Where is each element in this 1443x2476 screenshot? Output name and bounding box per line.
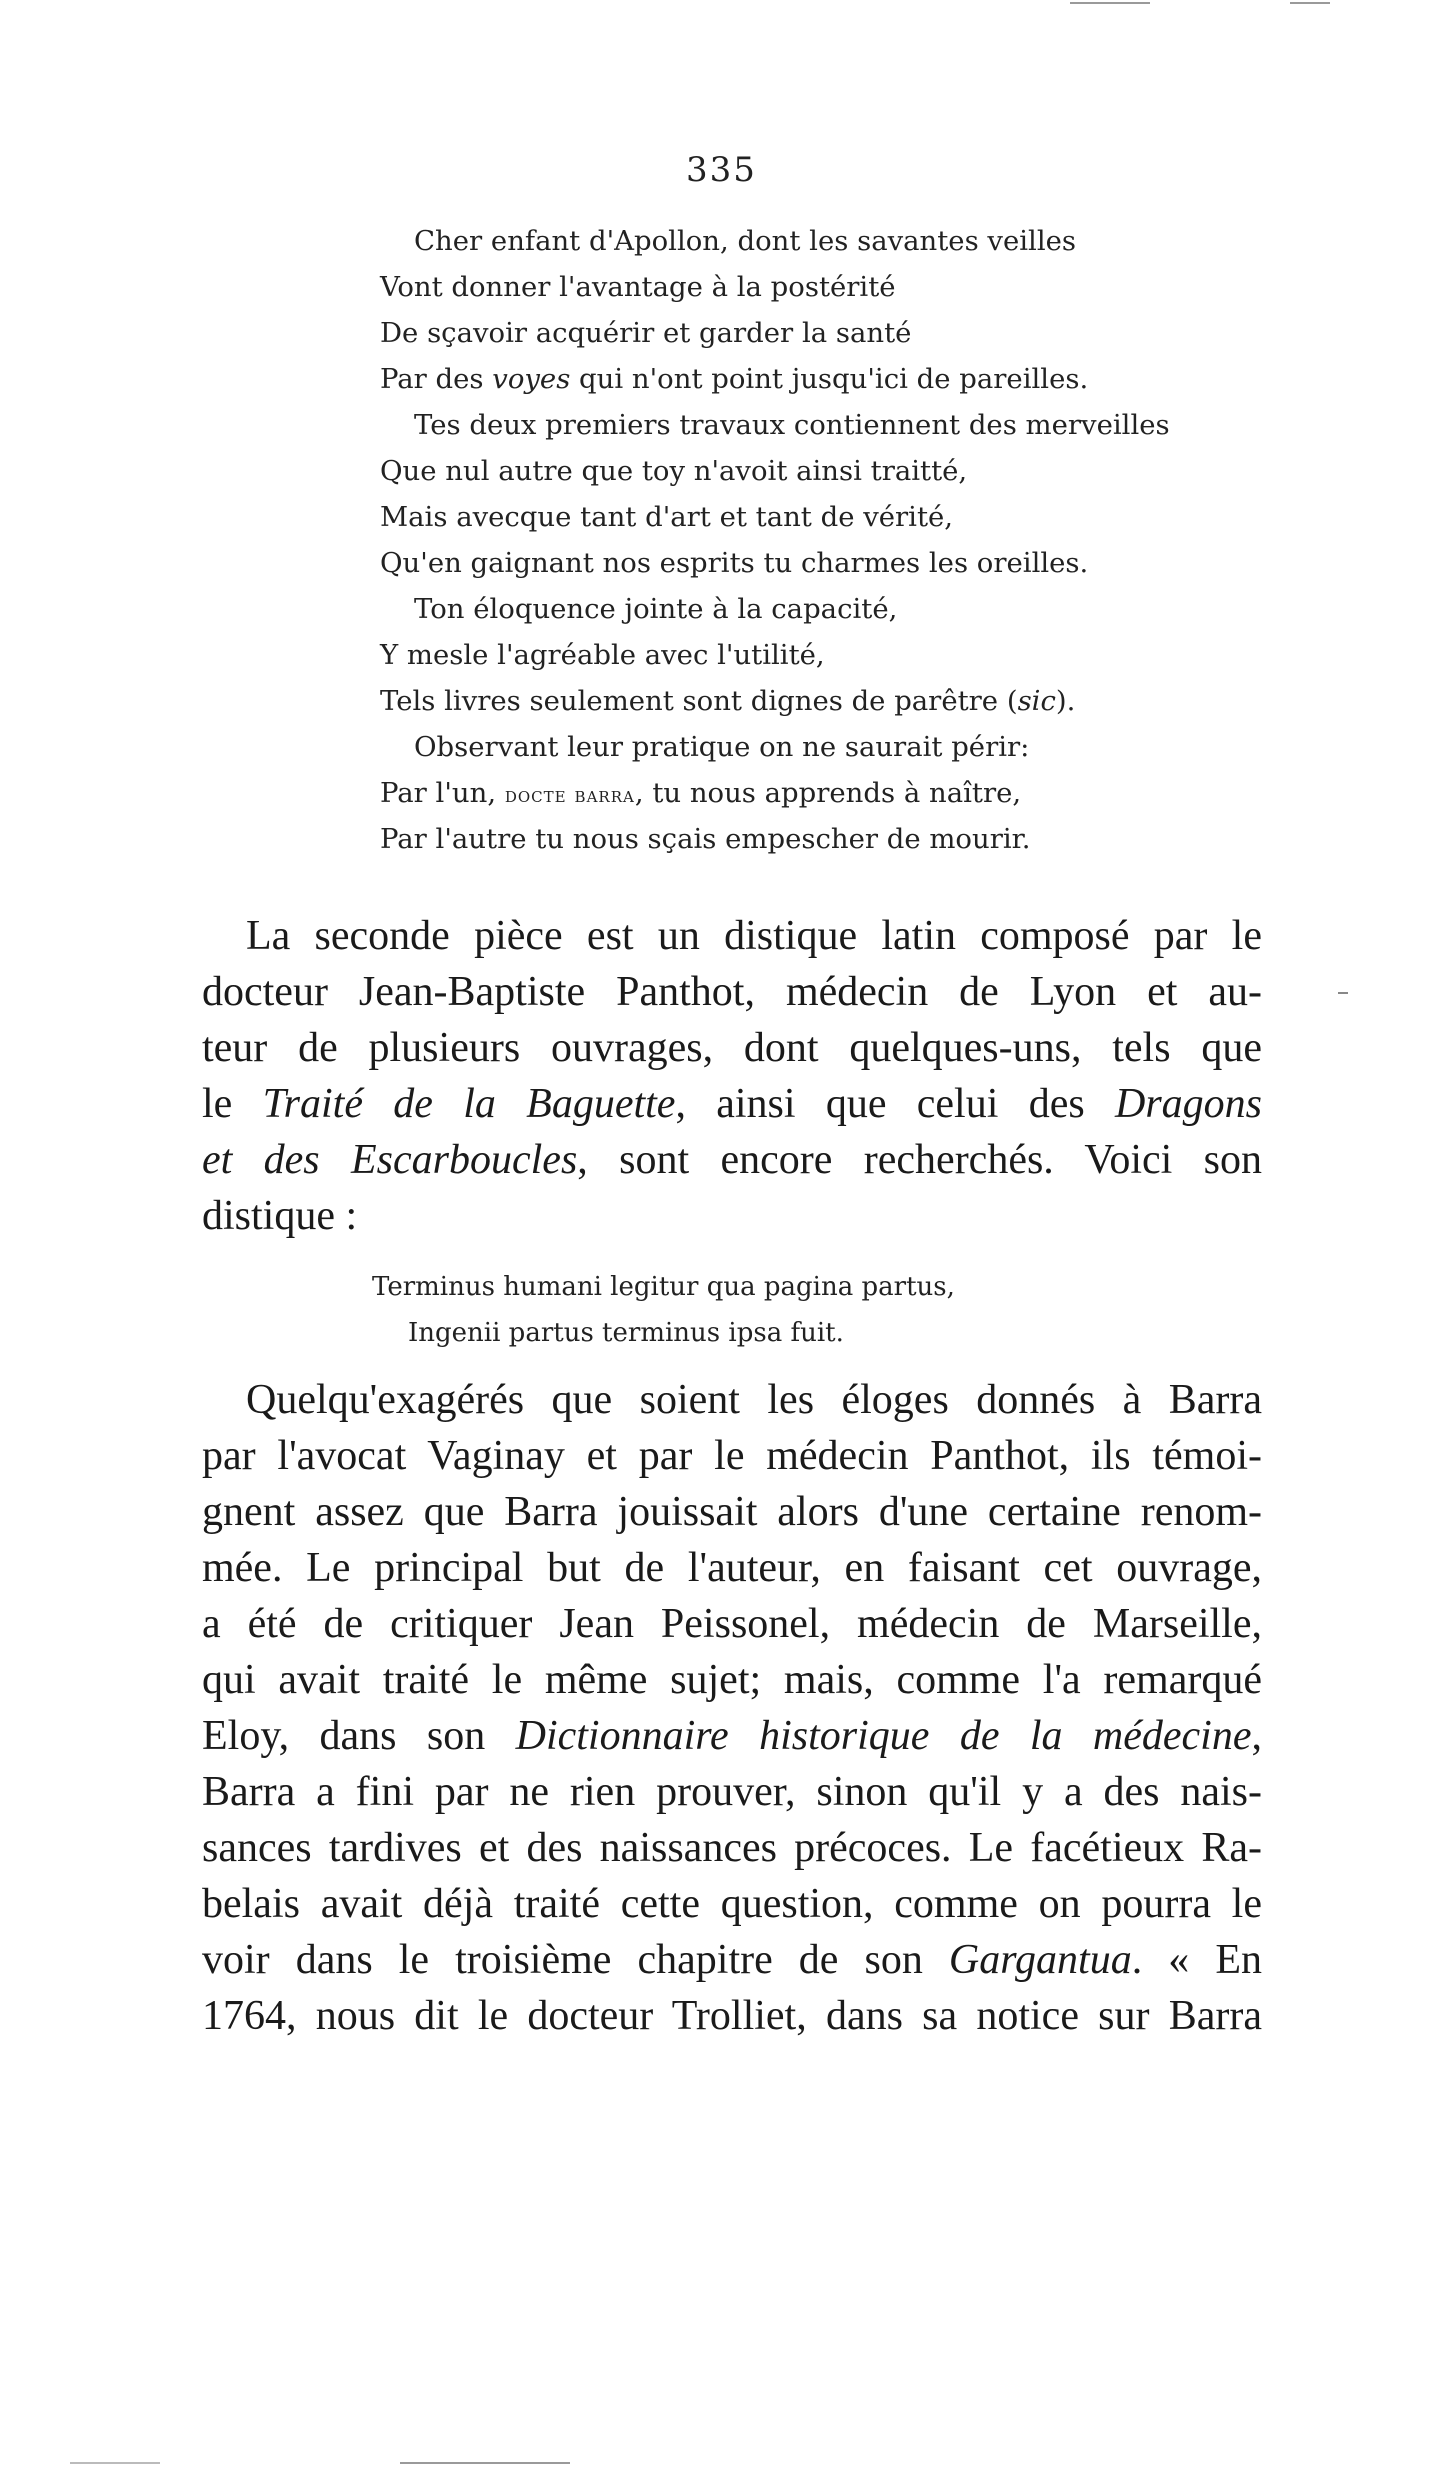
- margin-mark: [1338, 992, 1348, 994]
- italic-title: et des Escarboucles: [202, 1137, 578, 1183]
- paragraph2-line: a été de critiquer Jean Peissonel, médecin de Marseille,: [202, 1601, 1262, 1647]
- paragraph1-line: [202, 1076, 1262, 1132]
- text-run: . « En: [1131, 1937, 1262, 1983]
- latin-distich: [372, 1264, 1072, 1356]
- paragraph2-line: Barra a fini par ne rien prouver, sinon qu'il y a des nais-: [202, 1769, 1262, 1815]
- paragraph1-line: teur de plusieurs ouvrages, dont quelques-uns, tels que: [202, 1025, 1262, 1071]
- text-run: , tu nous apprends à naître,: [634, 777, 1022, 809]
- sonnet-line: Par l'autre tu nous sçais empescher de mourir.: [380, 823, 1031, 855]
- italic-title: Traité de la Baguette: [262, 1081, 676, 1127]
- text-run: , ainsi que celui des: [675, 1081, 1115, 1127]
- bottom-edge-rule: [400, 2462, 570, 2464]
- sonnet-line: [380, 356, 1200, 402]
- sonnet-line: Cher enfant d'Apollon, dont les savantes veilles: [414, 225, 1077, 257]
- paragraph2-line: par l'avocat Vaginay et par le médecin Panthot, ils témoi-: [202, 1433, 1262, 1479]
- italic-title: voyes: [492, 363, 571, 395]
- text-run: qui n'ont point jusqu'ici de pareilles.: [570, 363, 1089, 395]
- text-run: voir dans le troisième chapitre de son: [202, 1937, 949, 1983]
- small-caps-name: docte barra: [504, 783, 635, 808]
- text-run: ,: [1251, 1713, 1262, 1759]
- sonnet-line: [380, 770, 1200, 816]
- sonnet-line: De sçavoir acquérir et garder la santé: [380, 317, 912, 349]
- paragraph1-line: La seconde pièce est un distique latin composé par le: [246, 913, 1262, 959]
- paragraph-panthot: [202, 908, 1262, 1244]
- paragraph2-line: qui avait traité le même sujet; mais, comme l'a remarqué: [202, 1657, 1262, 1703]
- text-run: Tels livres seulement sont dignes de parêtre (: [380, 685, 1018, 717]
- text-run: , sont encore recherchés. Voici son: [577, 1137, 1262, 1183]
- text-run: Eloy, dans son: [202, 1713, 516, 1759]
- paragraph2-line: mée. Le principal but de l'auteur, en faisant cet ouvrage,: [202, 1545, 1262, 1591]
- sonnet-line: [380, 678, 1200, 724]
- paragraph1-line: docteur Jean-Baptiste Panthot, médecin de Lyon et au-: [202, 969, 1262, 1015]
- sonnet-line: Vont donner l'avantage à la postérité: [380, 271, 896, 303]
- italic-title: Dictionnaire historique de la médecine: [515, 1713, 1252, 1759]
- paragraph2-line: gnent assez que Barra jouissait alors d'une certaine renom-: [202, 1489, 1262, 1535]
- sonnet-line: Que nul autre que toy n'avoit ainsi traitté,: [380, 455, 968, 487]
- text-run: le: [202, 1081, 263, 1127]
- paragraph1-line: [202, 1132, 1262, 1188]
- sonnet-line: Ton éloquence jointe à la capacité,: [414, 593, 898, 625]
- paragraph2-line: [202, 1932, 1262, 1988]
- top-edge-rule: [1070, 2, 1150, 4]
- text-run: Par l'un,: [380, 777, 505, 809]
- sonnet-line: Observant leur pratique on ne saurait périr:: [414, 731, 1030, 763]
- bottom-edge-rule-left: [70, 2462, 160, 2464]
- page-number: 335: [686, 150, 757, 190]
- sonnet-line: Y mesle l'agréable avec l'utilité,: [380, 639, 825, 671]
- paragraph2-line: 1764, nous dit le docteur Trolliet, dans sa notice sur Barra: [202, 1993, 1262, 2039]
- top-edge-rule-right: [1290, 2, 1330, 4]
- distich-line: Terminus humani legitur qua pagina partus,: [372, 1272, 955, 1302]
- sonnet-line: Mais avecque tant d'art et tant de vérité,: [380, 501, 954, 533]
- text-run: ).: [1055, 685, 1076, 717]
- text-run: Par des: [380, 363, 493, 395]
- paragraph2-line: [202, 1708, 1262, 1764]
- sonnet-poem: [380, 218, 1200, 862]
- paragraph2-line: belais avait déjà traité cette question, comme on pourra le: [202, 1881, 1262, 1927]
- paragraph1-line: distique :: [202, 1193, 358, 1239]
- paragraph2-line: Quelqu'exagérés que soient les éloges donnés à Barra: [246, 1377, 1262, 1423]
- italic-title: Dragons: [1114, 1081, 1263, 1127]
- sonnet-line: Tes deux premiers travaux contiennent des merveilles: [414, 409, 1170, 441]
- sonnet-line: Qu'en gaignant nos esprits tu charmes les oreilles.: [380, 547, 1089, 579]
- distich-line: Ingenii partus terminus ipsa fuit.: [408, 1318, 844, 1348]
- italic-title: sic: [1017, 685, 1056, 717]
- paragraph-eloges: [202, 1372, 1262, 2044]
- italic-title: Gargantua: [948, 1937, 1132, 1983]
- paragraph2-line: sances tardives et des naissances précoces. Le facétieux Ra-: [202, 1825, 1262, 1871]
